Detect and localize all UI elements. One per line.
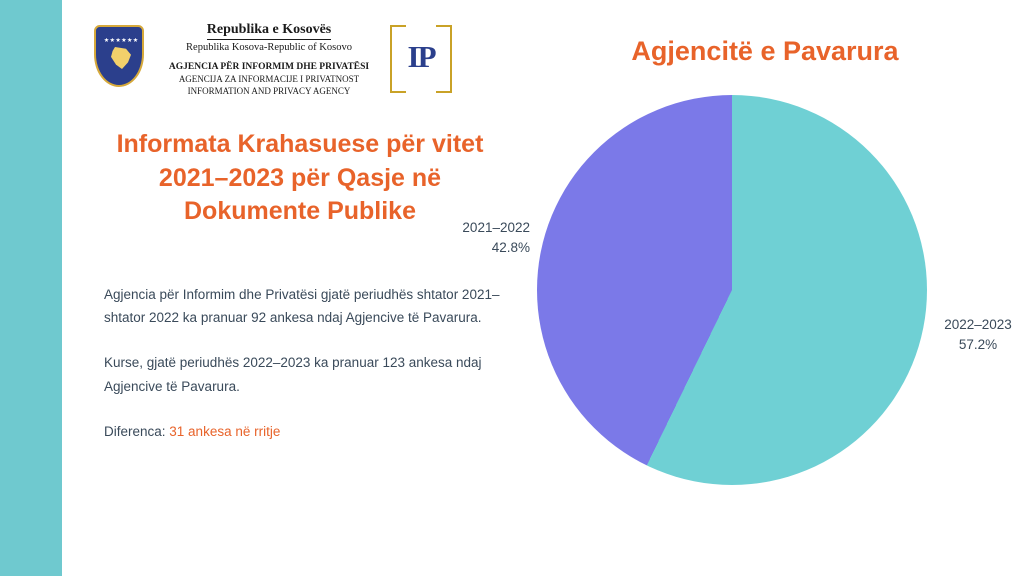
pie-slices xyxy=(537,95,927,485)
kosovo-coat-of-arms-icon xyxy=(92,23,148,93)
kosovo-map-icon xyxy=(111,47,131,69)
pie-chart xyxy=(537,95,927,485)
ip-monogram-label: IP xyxy=(407,39,435,74)
agency-name-sr: AGENCIJA ZA INFORMACIJE I PRIVATNOST xyxy=(178,73,360,84)
stars-icon xyxy=(104,35,138,45)
difference-line xyxy=(104,420,504,443)
pie-label-2021-2022 xyxy=(430,218,530,259)
paragraph-2: Kurse, gjatë periudhës 2022–2023 ka pranuar 123 ankesa ndaj Agjencive të Pavarura. xyxy=(104,355,482,394)
ip-agency-logo-icon xyxy=(390,25,452,91)
pie-label-2021-2022-name: 2021–2022 xyxy=(462,220,530,235)
republic-subtitle: Republika Kosova-Republic of Kosovo xyxy=(186,42,352,54)
slide-subtitle: Informata Krahasuese për vitet 2021–2023 për Qasje në Dokumente Publike xyxy=(116,130,484,225)
left-accent-stripe xyxy=(0,0,62,576)
institution-header xyxy=(92,16,452,100)
pie-label-2022-2023-name: 2022–2023 xyxy=(944,317,1012,332)
paragraph-1: Agjencia për Informim dhe Privatësi gjatë periudhës shtator 2021– shtator 2022 ka pranuar 92 ankesa ndaj Agjencive të Pavarura. xyxy=(104,287,500,326)
header-text-block xyxy=(148,20,390,96)
body-text-block xyxy=(104,283,504,443)
republic-title: Republika e Kosovës xyxy=(207,22,331,41)
difference-label: Diferenca: xyxy=(104,423,170,439)
chart-title: Agjencitë e Pavarura xyxy=(631,36,899,66)
pie-label-2022-2023-percent: 57.2% xyxy=(958,337,998,353)
pie-label-2022-2023 xyxy=(932,315,1024,356)
shield-icon xyxy=(94,25,144,87)
agency-name-sq: AGJENCIA PËR INFORMIM DHE PRIVATËSI xyxy=(168,61,370,72)
agency-name-en: INFORMATION AND PRIVACY AGENCY xyxy=(187,85,351,96)
difference-value: 31 ankesa në rritje xyxy=(169,423,281,439)
pie-label-2021-2022-percent: 42.8% xyxy=(491,240,530,256)
